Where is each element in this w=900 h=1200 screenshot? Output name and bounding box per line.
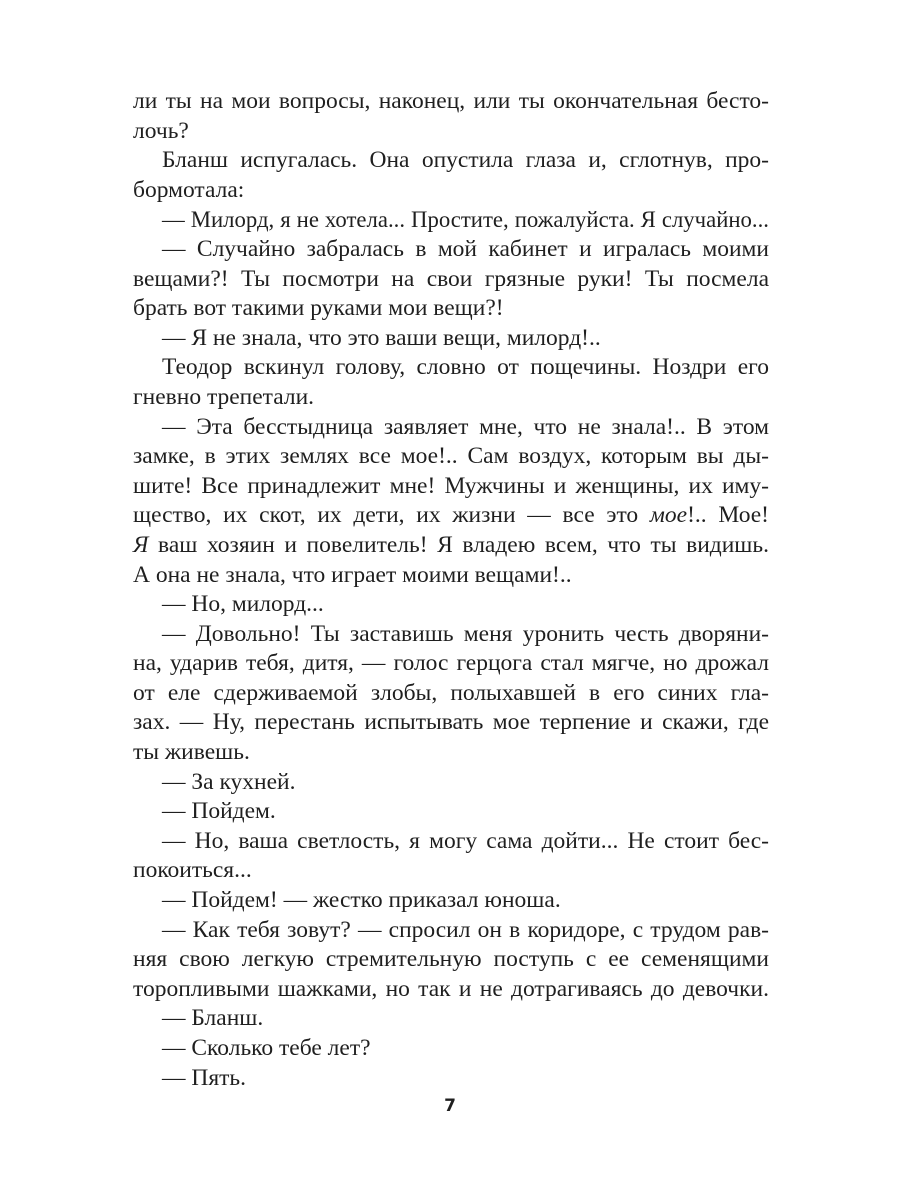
text-line: Теодор вскинул голову, словно от пощечины. Ноздри его xyxy=(162,354,769,381)
text-line: Я ваш хозяин и повелитель! Я владею всем, что ты видишь. xyxy=(133,531,769,558)
text-line: шите! Все принадлежит мне! Мужчины и женщины, их иму- xyxy=(133,472,769,499)
page-number: 7 xyxy=(444,1096,456,1116)
text-line: ты живешь. xyxy=(133,739,250,766)
text-line: няя свою легкую стремительную поступь с ее семенящими xyxy=(133,946,769,973)
text-line: — Как тебя зовут? — спросил он в коридоре, с трудом рав- xyxy=(162,916,769,943)
text-line: покоиться... xyxy=(133,857,252,884)
text-line: — За кухней. xyxy=(162,768,296,795)
text-line: — Я не знала, что это ваши вещи, милорд!.. xyxy=(162,324,601,351)
text-line: торопливыми шажками, но так и не дотрагиваясь до девочки. xyxy=(133,975,769,1002)
text-line: замке, в этих землях все мое!.. Сам воздух, которым вы ды- xyxy=(133,443,769,470)
text-line: ли ты на мои вопросы, наконец, или ты окончательная бесто- xyxy=(133,88,769,114)
text-line: — Пойдем. xyxy=(162,798,276,825)
text-line: на, ударив тебя, дитя, — голос герцога стал мягче, но дрожал xyxy=(133,650,769,677)
text-line: — Милорд, я не хотела... Простите, пожалуйста. Я случайно... xyxy=(162,207,769,233)
text-line: — Пойдем! — жестко приказал юноша. xyxy=(162,887,561,914)
text-line: лочь? xyxy=(133,117,189,144)
text-line: — Пять. xyxy=(162,1064,247,1091)
text-line: вещами?! Ты посмотри на свои грязные руки! Ты посмела xyxy=(133,265,769,292)
text-line: — Случайно забралась в мой кабинет и игралась моими xyxy=(162,235,769,262)
text-line: — Довольно! Ты заставишь меня уронить честь дворяни- xyxy=(162,620,769,647)
text-line: — Бланш. xyxy=(162,1005,264,1032)
text-line: гневно трепетали. xyxy=(133,383,315,410)
text-line: — Сколько тебе лет? xyxy=(162,1035,371,1061)
text-line: щество, их скот, их дети, их жизни — все это мое!.. Мое! xyxy=(133,502,769,529)
text-line: Бланш испугалась. Она опустила глаза и, сглотнув, про- xyxy=(162,147,769,174)
text-line: А она не знала, что играет моими вещами!.. xyxy=(133,561,572,588)
text-line: — Но, милорд... xyxy=(162,591,324,618)
text-line: зах. — Ну, перестань испытывать мое терпение и скажи, где xyxy=(133,709,769,736)
text-line: брать вот такими руками мои вещи?! xyxy=(133,295,504,322)
text-line: бормотала: xyxy=(133,176,245,203)
text-line: от еле сдерживаемой злобы, полыхавшей в его синих гла- xyxy=(133,679,769,706)
body-text xyxy=(133,87,769,1093)
text-line: — Но, ваша светлость, я могу сама дойти... Не стоит бес- xyxy=(162,827,769,854)
text-line: — Эта бесстыдница заявляет мне, что не знала!.. В этом xyxy=(162,413,769,440)
